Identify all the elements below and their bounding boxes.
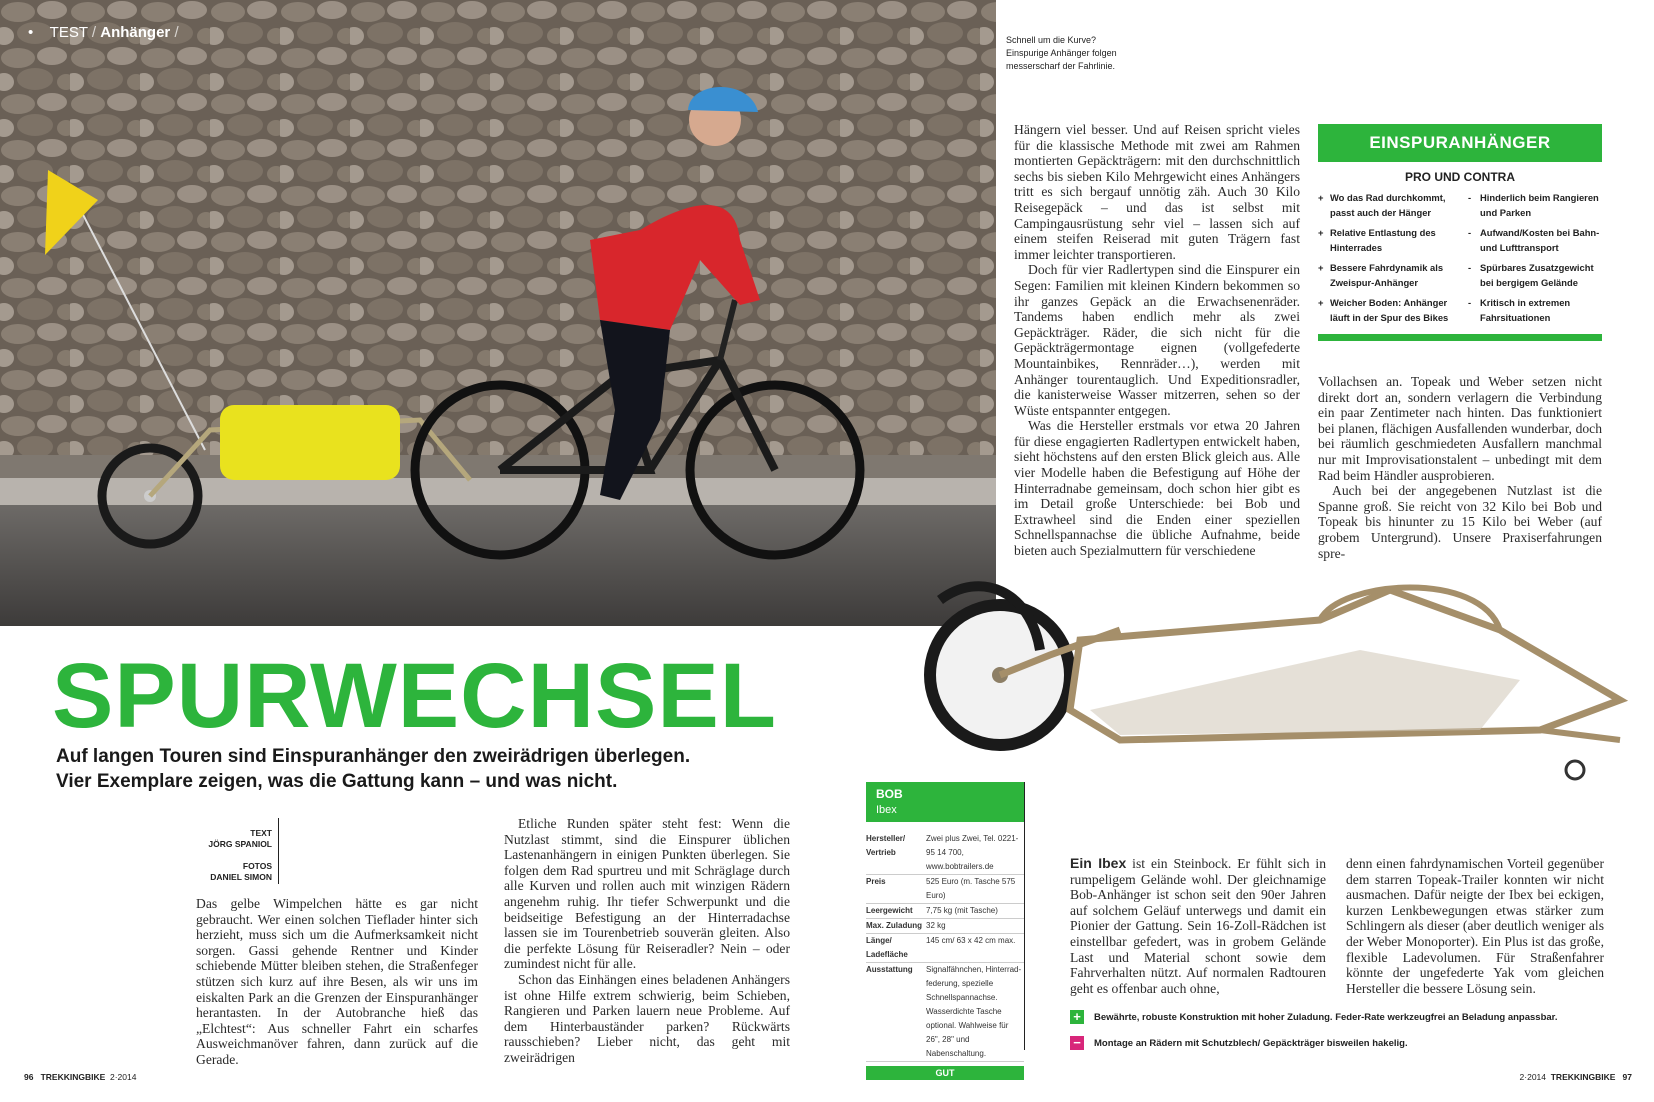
pro-text: Bessere Fahrdynamik als Zweispur-Anhänger (1330, 262, 1444, 288)
credit-photographer: DANIEL SIMON (210, 872, 272, 882)
spec-key: Länge/ Ladefläche (866, 936, 908, 959)
minus-icon: - (1468, 192, 1472, 203)
minus-icon: - (1468, 297, 1472, 308)
spec-value: 7,75 kg (mit Tasche) (926, 906, 998, 915)
magazine-name: TREKKINGBIKE (1550, 1072, 1616, 1082)
rating-badge: GUT (866, 1066, 1024, 1080)
body-column-3 (1014, 122, 1300, 559)
spec-value: 145 cm/ 63 x 42 cm max. (926, 936, 1016, 945)
spec-key: Preis (866, 877, 886, 886)
body-column-4 (1318, 374, 1602, 561)
review-column-1 (1070, 856, 1326, 996)
credit-divider (278, 818, 279, 884)
plus-icon: + (1318, 227, 1324, 238)
review-text: ist ein Steinbock. Er fühlt sich in rumpeligem Gelände wohl. Der gleichnamige Bob-Anhänger ist schon seit den 90er Jahren auf solchem Geläuf unterwegs und damit ein Pionier der Gattung. Sein 16-Zoll-Rädchen ist einstellbar gefedert, was in grobem Gelände Last und Material schont sowie dem Fahrverhalten nützt. Auf normalen Radtouren geht es offenbar auch ohne, (1070, 856, 1327, 996)
magazine-name: TREKKINGBIKE (40, 1072, 106, 1082)
caption-line: Einspurige Anhänger folgen (1006, 48, 1117, 58)
breadcrumb-category: Anhänger (100, 24, 171, 41)
credit-photo-label: FOTOS (242, 861, 272, 871)
contra-item (1468, 295, 1602, 325)
verdict-minus-text: Montage an Rädern mit Schutzblech/ Gepäckträger bisweilen hakelig. (1094, 1037, 1408, 1049)
minus-icon: - (1468, 227, 1472, 238)
spec-box (866, 782, 1024, 1080)
contra-text: Spürbares Zusatzgewicht bei bergigem Gelände (1480, 262, 1594, 288)
photo-caption (1006, 34, 1156, 73)
breadcrumb-separator: / (91, 24, 97, 41)
paragraph: Vollachsen an. Topeak und Weber setzen nicht direkt dort an, sondern verlagern die Verbindung ein paar Zentimeter nach hinten. Das funktioniert bei planen, flächigen Ausfallenden wunderbar, doch bei räumlich geschmiedeten Ausfallern manchmal nur mit Improvisationstalent – unbedingt mit dem Rad beim Händler ausprobieren. (1318, 374, 1602, 483)
footer-right (1520, 1072, 1632, 1082)
breadcrumb-separator: / (174, 24, 179, 41)
breadcrumb (28, 24, 179, 41)
caption-line: messerscharf der Fahrlinie. (1006, 61, 1116, 71)
pro-contra-rule (1318, 334, 1602, 341)
plus-icon: + (1318, 262, 1324, 273)
pro-contra-box (1318, 124, 1602, 341)
pro-item (1318, 260, 1452, 290)
credit-author: JÖRG SPANIOL (208, 839, 272, 849)
spec-value: 32 kg (926, 921, 946, 930)
verdict-plus-text: Bewährte, robuste Konstruktion mit hoher Zuladung. Feder-Rate werkzeugfrei an Beladung anpassbar. (1094, 1011, 1558, 1023)
pro-list (1318, 190, 1460, 330)
verdict-minus (1070, 1036, 1408, 1050)
pro-contra-title: EINSPURANHÄNGER (1318, 124, 1602, 162)
subtitle-line: Vier Exemplare zeigen, was die Gattung kann – und was nicht. (56, 771, 618, 792)
pro-item (1318, 295, 1452, 325)
paragraph: Das gelbe Wimpelchen hätte es gar nicht gebraucht. Wer einen solchen Tieflader hinter sich herzieht, muss sich um die Aufmerksamkeit nicht sorgen. Gassi gehende Rentner und Kinder schiebende Mütter bleiben stehen, die Straßenfeger stützen sich kurz auf ihre Besen, als wir uns im eiskalten Park an die Grenzen der Einspuranhänger herantasten. In der Autobranche hieß das „Elchtest“: Aus schneller Fahrt ein scharfes Ausweichmanöver fahren, dann zurück auf die Gerade. (196, 896, 478, 1067)
spec-divider (1024, 782, 1025, 1050)
page-number: 96 (24, 1072, 34, 1082)
paragraph: Schon das Einhängen eines beladenen Anhängers ist ohne Hilfe extrem schwierig, beim Schieben, Rangieren und Parken lauern neue Probleme. Auf dem Hinterbauständer parken? Rückwärts rausschieben? Lieber nicht, das geht mit zweirädrigen (504, 971, 790, 1065)
spec-row (866, 963, 1024, 1062)
product-model: Ibex (876, 804, 897, 816)
body-column-2 (504, 816, 790, 1066)
pro-contra-subtitle: PRO UND CONTRA (1405, 170, 1515, 184)
plus-icon: + (1318, 192, 1324, 203)
bullet-icon: • (28, 24, 34, 41)
paragraph: Etliche Runden später steht fest: Wenn die Nutzlast stimmt, sind die Einspurer üblichen Lastenanhängern in einigen Punkten überlegen. Sie folgen dem Rad spurtreu und mit Schräglage durch alle Kurven und rollen auch mit winzigen Rädern angenehm ruhig. Ihr tiefer Schwerpunkt und die beidseitige Befestigung an der Hinterradachse lassen sie im Tourenbetrieb souverän gleiten. Also die perfekte Lösung für Reiseradler? Nein – oder zumindest nicht für alle. (504, 816, 790, 972)
spec-header (866, 782, 1024, 822)
cyclist-with-trailer-photo (0, 0, 996, 626)
spec-row (866, 919, 1024, 934)
paragraph: Doch für vier Radlertypen sind die Einspurer ein Segen: Familien mit kleinen Kindern bekommen so ihr ganzes Gepäck an die Erwachsenenräder. Tandems haben endlich mehr als zwei Gepäckträger. Räder, die sich nicht für die Gepäckträgermontage eignen (vollgefederte Mountainbikes, Rennräder…), werden mit Anhänger tourentauglich. Und Expeditionsradler, die kanisterweise Wasser mitzerren, sehen so der Wüste entspannter entgegen. (1014, 262, 1300, 418)
review-text: denn einen fahrdynamischen Vorteil gegenüber dem starren Topeak-Trailer konnten wir nicht ausmachen. Dafür neigte der Ibex bei eckigen, kurzen Lenkbewegungen etwas stärker zum Schlingern als dieser (aber deutlich weniger als der Weber Monoporter). Ein Plus ist das große, flexible Ladevolumen. Für Straßenfahrer könnte der ungefederte Yak vom gleichen Hersteller die bessere Lösung sein. (1346, 856, 1604, 996)
spec-table (866, 832, 1024, 1062)
pro-text: Relative Entlastung des Hinterrades (1330, 227, 1436, 253)
hero-photo (0, 0, 996, 626)
contra-text: Aufwand/Kosten bei Bahn- und Lufttransport (1480, 227, 1600, 253)
spec-value: Zwei plus Zwei, Tel. 0221-95 14 700, www.bobtrailers.de (926, 834, 1019, 871)
spec-row (866, 875, 1024, 904)
review-column-2 (1346, 856, 1604, 996)
spec-key: Hersteller/ Vertrieb (866, 834, 906, 857)
review-lead: Ein Ibex (1070, 855, 1127, 871)
subtitle-line: Auf langen Touren sind Einspuranhänger den zweirädrigen überlegen. (56, 746, 691, 767)
paragraph: Was die Hersteller erstmals vor etwa 20 Jahren für diese engagierten Radlertypen entwickelt haben, sieht höchstens auf den ersten Blick gleich aus. Alle vier Modelle haben die Befestigung auf Höhe der Hinterradnabe gemeinsam, doch schon hier gibt es im Detail große Unterschiede: bei Bob und Extrawheel sind die Enden einer speziellen Schnellspannachse die übliche Aufnahme, beide bieten auch Spezialmuttern für verschiedene (1014, 418, 1300, 559)
contra-text: Hinderlich beim Rangieren und Parken (1480, 192, 1599, 218)
footer-left (24, 1072, 136, 1082)
article-title: SPURWECHSEL (52, 645, 777, 747)
spec-key: Ausstattung (866, 965, 913, 974)
pro-text: Weicher Boden: Anhänger läuft in der Spur des Bikes (1330, 297, 1449, 323)
paragraph: Hängern viel besser. Und auf Reisen spricht vieles für die klassische Methode mit zwei am Rahmen montierten Gepäckträgern: mit den durchschnittlich sechs bis sieben Kilo Mehrgewicht eines Anhängers tritt es sich bergauf unnötig zäh. Auch 30 Kilo Reisegepäck – und das ist selbst mit Campingausrüstung sehr viel – lassen sich auf einem steifen Reiserad mit guten Trägern fast immer leichter transportieren. (1014, 122, 1300, 262)
contra-item (1468, 225, 1602, 255)
trailer-product-photo (920, 560, 1654, 830)
issue-number: 2·2014 (1519, 1072, 1546, 1082)
spec-value: 525 Euro (m. Tasche 575 Euro) (926, 877, 1016, 900)
contra-item (1468, 190, 1602, 220)
spec-row (866, 904, 1024, 919)
spec-row (866, 934, 1024, 963)
product-brand: BOB (876, 787, 903, 801)
minus-icon: − (1070, 1036, 1084, 1050)
spec-key: Max. Zuladung (866, 921, 922, 930)
spec-value: Signalfähnchen, Hinterrad-federung, spezielle Schnellspannachse. Wasserdichte Tasche optional. Wahlweise für 26", 28" und Nabenschaltung. (926, 965, 1022, 1058)
credits (180, 828, 272, 883)
caption-line: Schnell um die Kurve? (1006, 35, 1097, 45)
pro-item (1318, 190, 1452, 220)
pro-text: Wo das Rad durchkommt, passt auch der Hänger (1330, 192, 1446, 218)
contra-item (1468, 260, 1602, 290)
minus-icon: - (1468, 262, 1472, 273)
spec-key: Leergewicht (866, 906, 913, 915)
breadcrumb-section: TEST (49, 24, 88, 41)
contra-text: Kritisch in extremen Fahrsituationen (1480, 297, 1571, 323)
credit-text-label: TEXT (250, 828, 272, 838)
spec-row (866, 832, 1024, 875)
verdict-plus (1070, 1010, 1557, 1024)
contra-list (1460, 190, 1602, 330)
plus-icon: + (1318, 297, 1324, 308)
article-subtitle (56, 744, 756, 794)
paragraph: Auch bei der angegebenen Nutzlast ist die Spanne groß. Sie reicht von 32 Kilo bei Bob und Topeak bis hinunter zu 15 Kilo bei Weber (auf grobem Untergrund). Unsere Praxiserfahrungen spre- (1318, 483, 1602, 561)
issue-number: 2·2014 (110, 1072, 137, 1082)
page-number: 97 (1622, 1072, 1632, 1082)
bob-ibex-trailer-illustration (920, 560, 1654, 830)
plus-icon: + (1070, 1010, 1084, 1024)
body-column-1 (196, 896, 478, 1068)
pro-item (1318, 225, 1452, 255)
